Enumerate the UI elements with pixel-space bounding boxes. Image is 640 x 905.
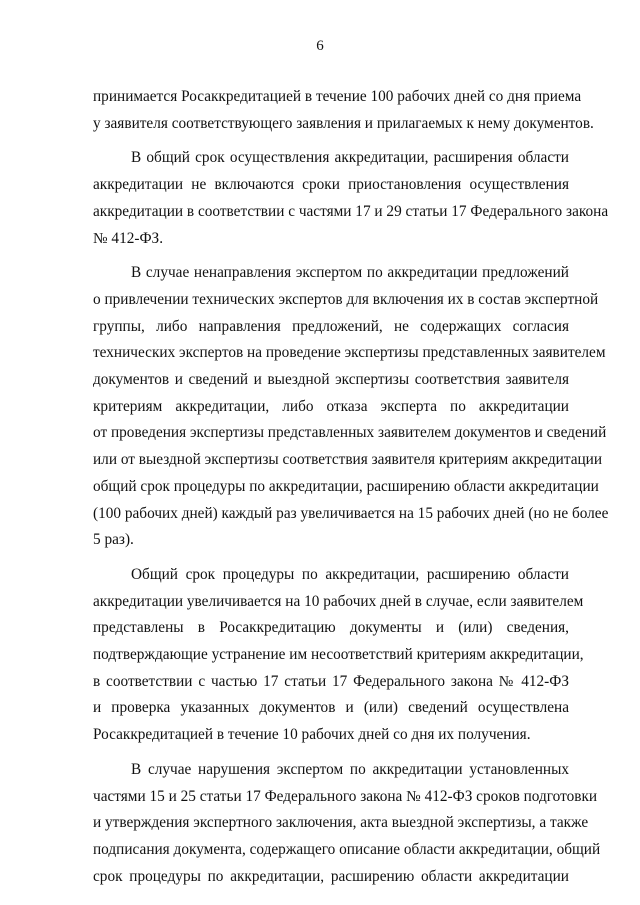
text-line: принимается Росаккредитацией в течение 100 рабочих дней со дня приема [93, 88, 582, 105]
paragraph-3 [93, 260, 609, 554]
text-line: подтверждающие устранение им несоответствий критериям аккредитации, [93, 646, 584, 664]
text-line: аккредитации не включаются сроки приостановления осуществления [93, 176, 569, 194]
text-line: документов и сведений и выездной экспертизы соответствия заявителя [93, 371, 569, 389]
text-line: критериям аккредитации, либо отказа эксперта по аккредитации [93, 397, 569, 415]
text-line: (100 рабочих дней) каждый раз увеличивается на 15 рабочих дней (но не более [93, 504, 609, 522]
paragraph-2 [93, 145, 609, 252]
page-number: 6 [316, 38, 324, 54]
text-line: подписания документа, содержащего описание области аккредитации, общий [93, 840, 601, 858]
text-line: представлены в Росаккредитацию документы и (или) сведения, [93, 619, 569, 637]
text-line: у заявителя соответствующего заявления и прилагаемых к нему документов. [93, 114, 594, 132]
text-line: и проверка указанных документов и (или) сведений осуществлена [93, 699, 569, 717]
text-line: срок процедуры по аккредитации, расширению области аккредитации [93, 867, 569, 885]
text-line: Общий срок процедуры по аккредитации, расширению области [131, 565, 569, 583]
paragraph-5 [93, 757, 601, 891]
text-line: аккредитации увеличивается на 10 рабочих дней в случае, если заявителем [93, 592, 584, 610]
text-line: группы, либо направления предложений, не содержащих согласия [93, 317, 569, 335]
paragraph-4 [93, 562, 584, 749]
text-line: В случае ненаправления экспертом по аккредитации предложений [131, 264, 569, 282]
text-line: Росаккредитацией в течение 10 рабочих дней со дня их получения. [93, 726, 531, 744]
text-line: аккредитации в соответствии с частями 17 и 29 статьи 17 Федерального закона [93, 202, 609, 220]
text-line: или от выездной экспертизы соответствия заявителя критериям аккредитации [93, 451, 603, 469]
paragraph-1 [93, 84, 594, 137]
text-line: технических экспертов на проведение экспертизы представленных заявителем [93, 344, 606, 362]
text-line: общий срок процедуры по аккредитации, расширению области аккредитации [93, 477, 599, 495]
text-line: в соответствии с частью 17 статьи 17 Федерального закона № 412-ФЗ [93, 672, 569, 690]
text-line: от проведения экспертизы представленных заявителем документов и сведений [93, 424, 607, 442]
text-line: 5 раз). [93, 531, 134, 549]
text-line: В случае нарушения экспертом по аккредитации установленных [131, 760, 569, 778]
text-line: частями 15 и 25 статьи 17 Федерального закона № 412-ФЗ сроков подготовки [93, 787, 598, 805]
text-line: и утверждения экспертного заключения, акта выездной экспертизы, а также [93, 814, 589, 832]
text-line: о привлечении технических экспертов для включения их в состав экспертной [93, 290, 599, 308]
text-line: В общий срок осуществления аккредитации, расширения области [131, 149, 569, 167]
text-line: № 412-ФЗ. [93, 229, 164, 247]
body-text [93, 84, 609, 890]
